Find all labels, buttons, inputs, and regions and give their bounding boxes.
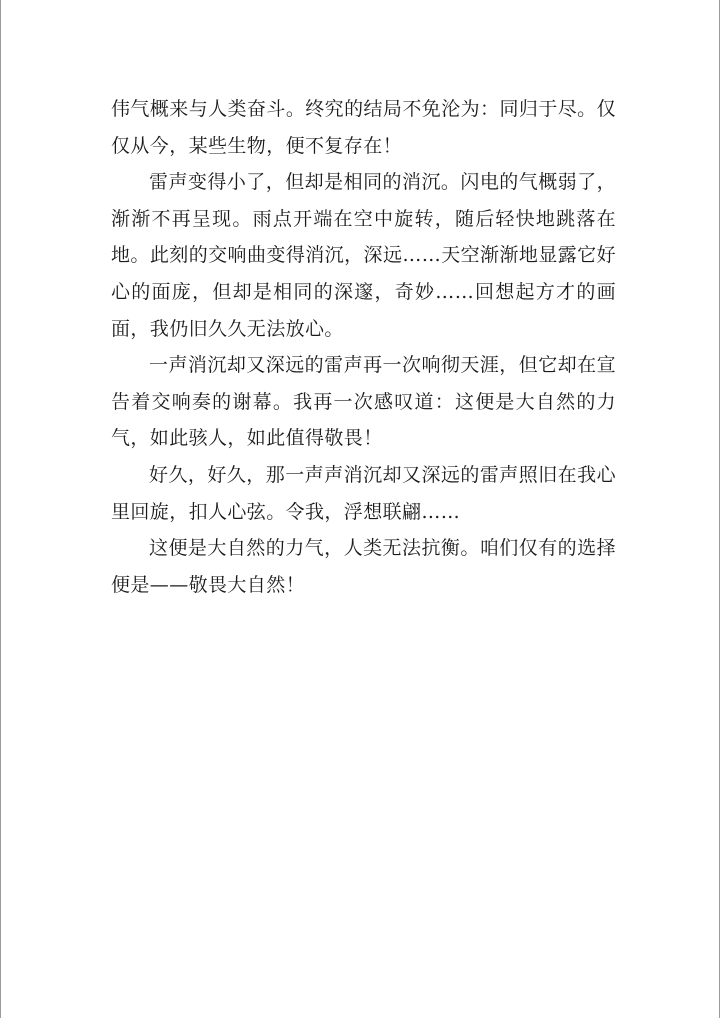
document-body bbox=[111, 91, 616, 603]
paragraph: 雷声变得小了，但却是相同的消沉。闪电的气概弱了，渐渐不再呈现。雨点开端在空中旋转，随后轻快地跳落在地。此刻的交响曲变得消沉，深远……天空渐渐地显露它好心的面庞，但却是相同的深邃，奇妙……回想起方才的画面，我仍旧久久无法放心。 bbox=[111, 171, 616, 340]
paragraph: 这便是大自然的力气，人类无法抗衡。咱们仅有的选择便是——敬畏大自然！ bbox=[111, 537, 616, 596]
paragraph-continued: 伟气概来与人类奋斗。终究的结局不免沦为：同归于尽。仅仅从今，某些生物，便不复存在！ bbox=[111, 98, 616, 157]
paragraph: 好久，好久，那一声声消沉却又深远的雷声照旧在我心里回旋，扣人心弦。令我，浮想联翩…… bbox=[111, 463, 616, 523]
paragraph: 一声消沉却又深远的雷声再一次响彻天涯，但它却在宣告着交响奏的谢幕。我再一次感叹道：这便是大自然的力气，如此骇人，如此值得敬畏！ bbox=[111, 354, 616, 450]
